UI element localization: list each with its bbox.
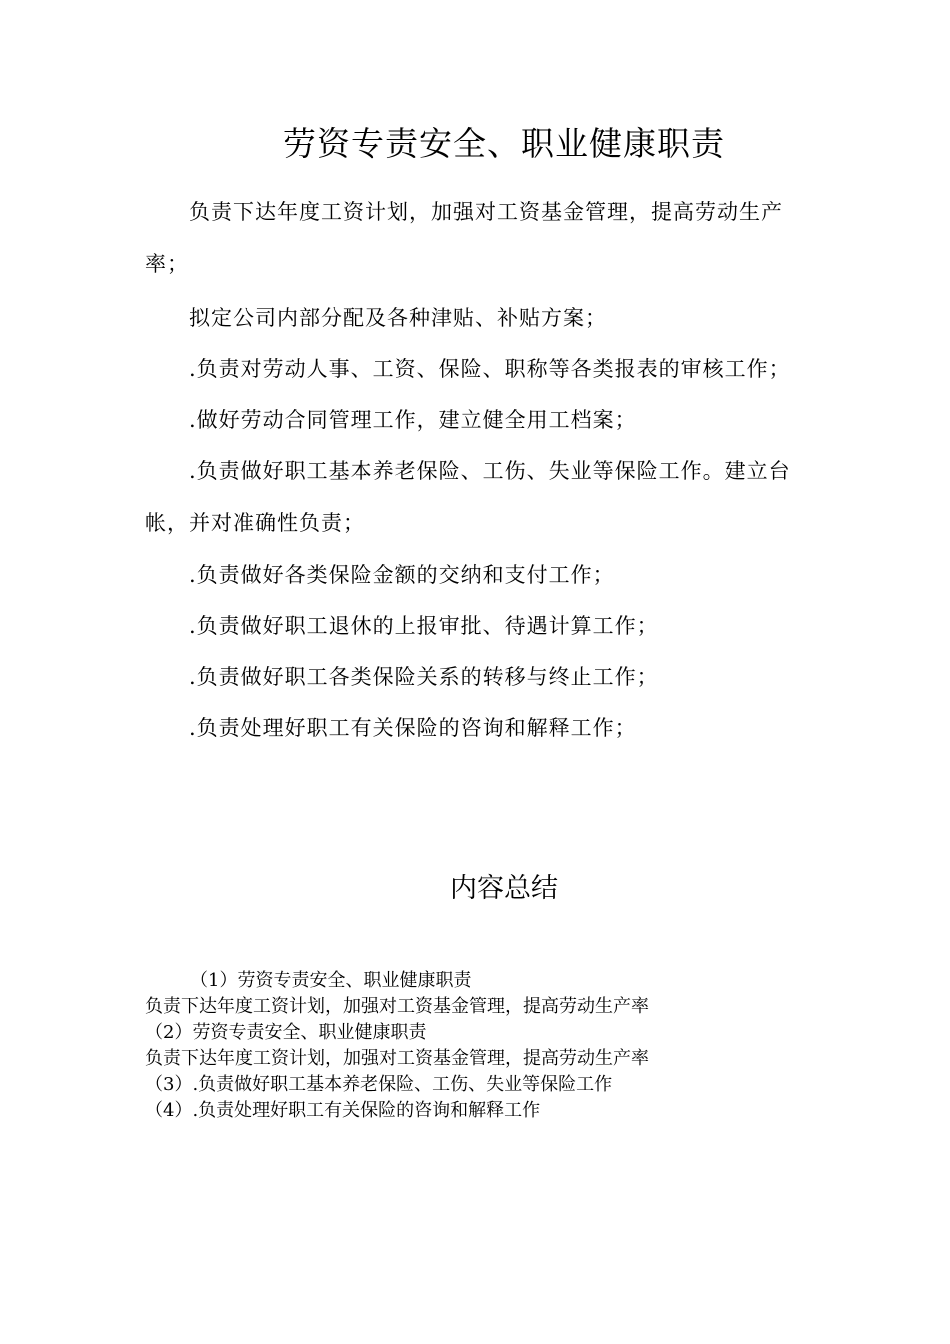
summary-line: （1）劳资专责安全、职业健康职责	[190, 970, 472, 991]
paragraph-2: 拟定公司内部分配及各种津贴、补贴方案；	[189, 306, 607, 330]
summary-line: （4）.负责处理好职工有关保险的咨询和解释工作	[145, 1100, 541, 1121]
paragraph-9: .负责处理好职工有关保险的咨询和解释工作；	[189, 716, 637, 740]
summary-block	[145, 968, 845, 1124]
summary-line: （2）劳资专责安全、职业健康职责	[145, 1022, 427, 1043]
summary-line: 负责下达年度工资计划，加强对工资基金管理，提高劳动生产率	[145, 1048, 649, 1069]
summary-line: （3）.负责做好职工基本养老保险、工伤、失业等保险工作	[145, 1074, 613, 1095]
summary-title: 内容总结	[450, 873, 558, 904]
summary-line: 负责下达年度工资计划，加强对工资基金管理，提高劳动生产率	[145, 996, 649, 1017]
paragraph-6: .负责做好各类保险金额的交纳和支付工作；	[189, 563, 615, 587]
paragraph-3: .负责对劳动人事、工资、保险、职称等各类报表的审核工作；	[189, 357, 791, 381]
document-title: 劳资专责安全、职业健康职责	[283, 124, 725, 163]
paragraph-7: .负责做好职工退休的上报审批、待遇计算工作；	[189, 614, 659, 638]
paragraph-4: .做好劳动合同管理工作，建立健全用工档案；	[189, 408, 637, 432]
paragraph-8: .负责做好职工各类保险关系的转移与终止工作；	[189, 665, 659, 689]
paragraph-5: .负责做好职工基本养老保险、工伤、失业等保险工作。建立台帐，并对准确性负责；	[145, 459, 791, 535]
paragraph-1: 负责下达年度工资计划，加强对工资基金管理，提高劳动生产率；	[145, 200, 783, 276]
